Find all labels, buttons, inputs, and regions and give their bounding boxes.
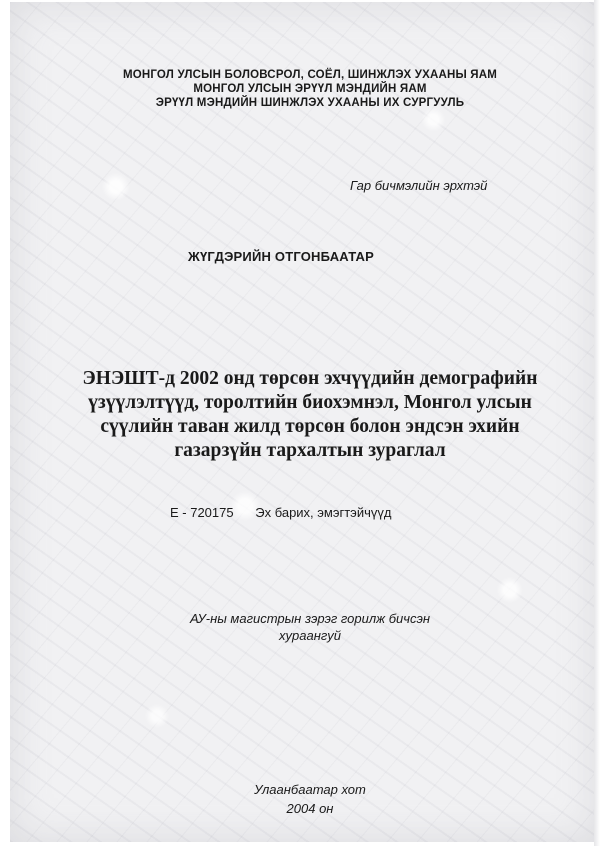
thesis-cover bbox=[10, 2, 600, 842]
author-name: ЖҮГДЭРИЙН ОТГОНБААТАР bbox=[188, 249, 375, 264]
thesis-title bbox=[50, 367, 570, 463]
university-line: ЭРҮҮЛ МЭНДИЙН ШИНЖЛЭХ УХААНЫ ИХ СУРГУУЛЬ bbox=[155, 97, 465, 109]
title-line-4: газарзүйн тархалтын зураглал bbox=[174, 440, 446, 461]
specialty-name: Эх барих, эмэгтэйчүүд bbox=[255, 505, 392, 520]
page-edge bbox=[594, 0, 600, 846]
degree-line-1: АУ-ны магистрын зэрэг горилж бичсэн bbox=[189, 611, 431, 626]
specialty-code: Е - 720175 bbox=[170, 505, 234, 520]
year: 2004 он bbox=[286, 801, 334, 816]
institution-header bbox=[10, 68, 600, 110]
title-line-2: үзүүлэлтүүд, торолтийн биохэмнэл, Монгол улсын bbox=[88, 392, 532, 413]
title-line-1: ЭНЭШТ-д 2002 онд төрсөн эхчүүдийн демографийн bbox=[82, 368, 538, 389]
ministry-education-line: МОНГОЛ УЛСЫН БОЛОВСРОЛ, СОЁЛ, ШИНЖЛЭХ УХААНЫ ЯАМ bbox=[122, 69, 498, 81]
city: Улаанбаатар хот bbox=[254, 782, 366, 797]
title-line-3: сүүлийн таван жилд төрсөн болон эндсэн эхийн bbox=[100, 416, 520, 437]
manuscript-rights-note: Гар бичмэлийн эрхтэй bbox=[350, 178, 488, 193]
degree-statement bbox=[10, 610, 600, 644]
degree-line-2: хураангуй bbox=[279, 628, 341, 643]
ministry-health-line: МОНГОЛ УЛСЫН ЭРҮҮЛ МЭНДИЙН ЯАМ bbox=[193, 83, 427, 95]
place-and-year bbox=[10, 780, 600, 818]
specialty bbox=[170, 505, 391, 520]
